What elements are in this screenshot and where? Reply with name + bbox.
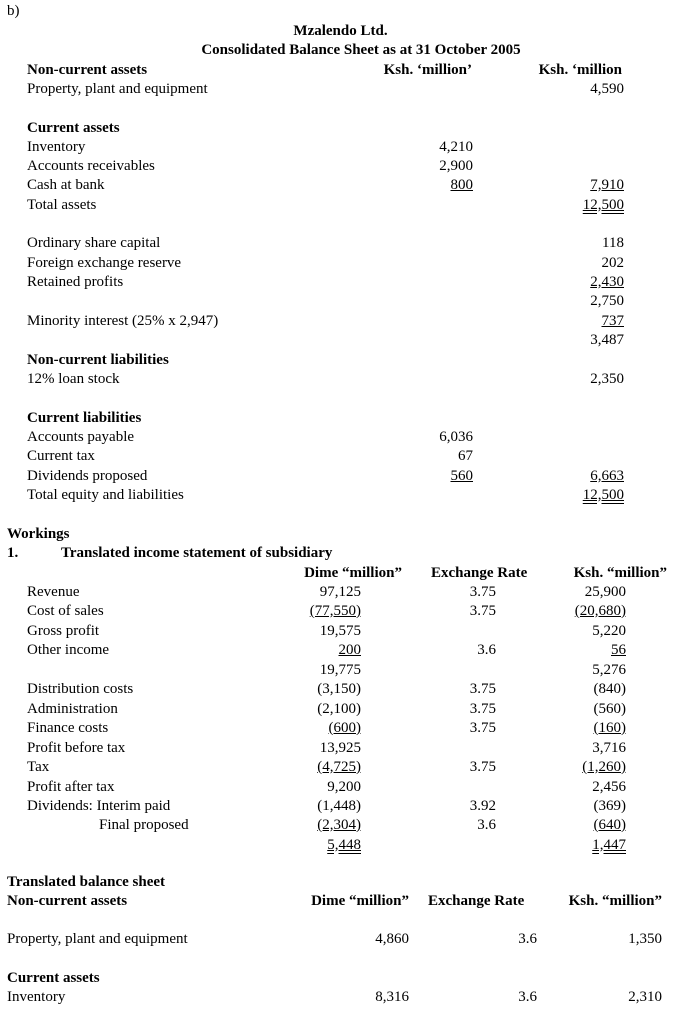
is-row-rate: 3.75 xyxy=(469,681,496,697)
ppe-label: Property, plant and equipment xyxy=(27,81,208,97)
is-row-ksh: 5,220 xyxy=(592,623,626,639)
is-row-dime: (2,100) xyxy=(317,701,361,717)
is-row-dime: (77,550) xyxy=(309,603,361,619)
part-label: b) xyxy=(7,3,20,19)
is-row-rate: 3.92 xyxy=(469,798,496,814)
is-header-ksh: Ksh. “million” xyxy=(573,565,667,581)
tbs-inventory-label: Inventory xyxy=(7,989,66,1005)
tbs-inventory-dime: 8,316 xyxy=(375,989,409,1005)
dividends-value: 560 xyxy=(450,468,473,484)
noncurrent-assets-heading: Non-current assets xyxy=(27,62,148,78)
is-row-dime: (4,725) xyxy=(317,759,361,775)
is-row-dime: 9,200 xyxy=(327,779,361,795)
is-row-ksh: (369) xyxy=(593,798,626,814)
is-row-label: Administration xyxy=(27,701,118,717)
is-row-label: Distribution costs xyxy=(27,681,134,697)
is-row-label: Cost of sales xyxy=(27,603,104,619)
cash-label: Cash at bank xyxy=(27,177,105,193)
retained-label: Retained profits xyxy=(27,274,124,290)
is-row-dime: 19,775 xyxy=(319,662,361,678)
is-row-ksh: 25,900 xyxy=(584,584,626,600)
ncl-heading: Non-current liabilities xyxy=(27,352,169,368)
cl-heading: Current liabilities xyxy=(27,410,142,426)
is-row-ksh: (840) xyxy=(593,681,626,697)
is-row-ksh: (640) xyxy=(593,817,626,833)
is-row-ksh: (160) xyxy=(593,720,626,736)
current-liabilities-total: 6,663 xyxy=(590,468,624,484)
is-row-label: Profit before tax xyxy=(27,740,126,756)
receivables-value: 2,900 xyxy=(439,158,473,174)
retained-value: 2,430 xyxy=(590,274,624,290)
is-row-dime: 13,925 xyxy=(319,740,361,756)
tbs-ppe-ksh: 1,350 xyxy=(628,931,662,947)
company-name: Mzalendo Ltd. xyxy=(293,23,388,39)
tax-label: Current tax xyxy=(27,448,95,464)
is-row-rate: 3.75 xyxy=(469,603,496,619)
tbs-header-ksh: Ksh. “million” xyxy=(568,893,662,909)
workings-item-number: 1. xyxy=(7,545,19,561)
equity-subtotal: 2,750 xyxy=(590,293,624,309)
document-title: Consolidated Balance Sheet as at 31 October 2005 xyxy=(201,42,521,58)
equity-minority-subtotal: 3,487 xyxy=(590,332,624,348)
is-row-dime: 5,448 xyxy=(327,837,361,853)
tbs-heading: Translated balance sheet xyxy=(7,874,166,890)
is-row-ksh: (1,260) xyxy=(582,759,626,775)
is-row-dime: (2,304) xyxy=(317,817,361,833)
tbs-nca-heading: Non-current assets xyxy=(7,893,128,909)
total-assets-label: Total assets xyxy=(27,197,97,213)
is-row-rate: 3.75 xyxy=(469,584,496,600)
minority-label: Minority interest (25% x 2,947) xyxy=(27,313,219,329)
inventory-value: 4,210 xyxy=(439,139,473,155)
share-capital-value: 118 xyxy=(602,235,624,251)
is-header-dime: Dime “million” xyxy=(304,565,402,581)
current-assets-heading: Current assets xyxy=(27,120,120,136)
is-row-ksh: 5,276 xyxy=(592,662,626,678)
fx-reserve-value: 202 xyxy=(601,255,624,271)
payables-value: 6,036 xyxy=(439,429,473,445)
is-row-rate: 3.75 xyxy=(469,759,496,775)
is-row-rate: 3.75 xyxy=(469,701,496,717)
is-row-dime: 200 xyxy=(338,642,361,658)
payables-label: Accounts payable xyxy=(27,429,135,445)
is-row-rate: 3.6 xyxy=(477,642,496,658)
is-row-label: Dividends: Interim paid xyxy=(27,798,171,814)
ppe-value: 4,590 xyxy=(590,81,624,97)
total-eq-liab-label: Total equity and liabilities xyxy=(27,487,184,503)
is-row-label: Other income xyxy=(27,642,110,658)
current-assets-total: 7,910 xyxy=(590,177,624,193)
workings-heading: Workings xyxy=(7,526,70,542)
is-row-dime: 97,125 xyxy=(319,584,361,600)
loan-label: 12% loan stock xyxy=(27,371,120,387)
is-row-label: Finance costs xyxy=(27,720,109,736)
tbs-header-rate: Exchange Rate xyxy=(428,893,525,909)
is-row-label: Tax xyxy=(27,759,50,775)
workings-item-title: Translated income statement of subsidiary xyxy=(61,545,333,561)
is-row-dime: (600) xyxy=(328,720,361,736)
is-row-label: Revenue xyxy=(27,584,80,600)
is-row-ksh: 1,447 xyxy=(592,837,626,853)
is-row-rate: 3.75 xyxy=(469,720,496,736)
is-row-ksh: (560) xyxy=(593,701,626,717)
is-row-ksh: 2,456 xyxy=(592,779,626,795)
is-row-ksh: 56 xyxy=(611,642,626,658)
tbs-ppe-rate: 3.6 xyxy=(518,931,537,947)
is-header-rate: Exchange Rate xyxy=(431,565,528,581)
tbs-ca-heading: Current assets xyxy=(7,970,100,986)
is-row-dime: (3,150) xyxy=(317,681,361,697)
tax-value: 67 xyxy=(458,448,473,464)
inventory-label: Inventory xyxy=(27,139,86,155)
col1-header: Ksh. ‘million’ xyxy=(383,62,472,78)
tbs-ppe-dime: 4,860 xyxy=(375,931,409,947)
tbs-inventory-rate: 3.6 xyxy=(518,989,537,1005)
minority-value: 737 xyxy=(601,313,624,329)
share-capital-label: Ordinary share capital xyxy=(27,235,161,251)
is-row-label: Gross profit xyxy=(27,623,100,639)
dividends-label: Dividends proposed xyxy=(27,468,148,484)
tbs-inventory-ksh: 2,310 xyxy=(628,989,662,1005)
is-row-dime: (1,448) xyxy=(317,798,361,814)
tbs-header-dime: Dime “million” xyxy=(311,893,409,909)
is-row-label: Final proposed xyxy=(99,817,189,833)
fx-reserve-label: Foreign exchange reserve xyxy=(27,255,182,271)
receivables-label: Accounts receivables xyxy=(27,158,155,174)
is-row-ksh: (20,680) xyxy=(574,603,626,619)
is-row-label: Profit after tax xyxy=(27,779,115,795)
is-row-dime: 19,575 xyxy=(319,623,361,639)
cash-value: 800 xyxy=(450,177,473,193)
total-eq-liab-value: 12,500 xyxy=(582,487,624,503)
is-row-rate: 3.6 xyxy=(477,817,496,833)
loan-value: 2,350 xyxy=(590,371,624,387)
col2-header: Ksh. ‘million xyxy=(538,62,622,78)
is-row-ksh: 3,716 xyxy=(592,740,626,756)
tbs-ppe-label: Property, plant and equipment xyxy=(7,931,188,947)
total-assets-value: 12,500 xyxy=(582,197,624,213)
